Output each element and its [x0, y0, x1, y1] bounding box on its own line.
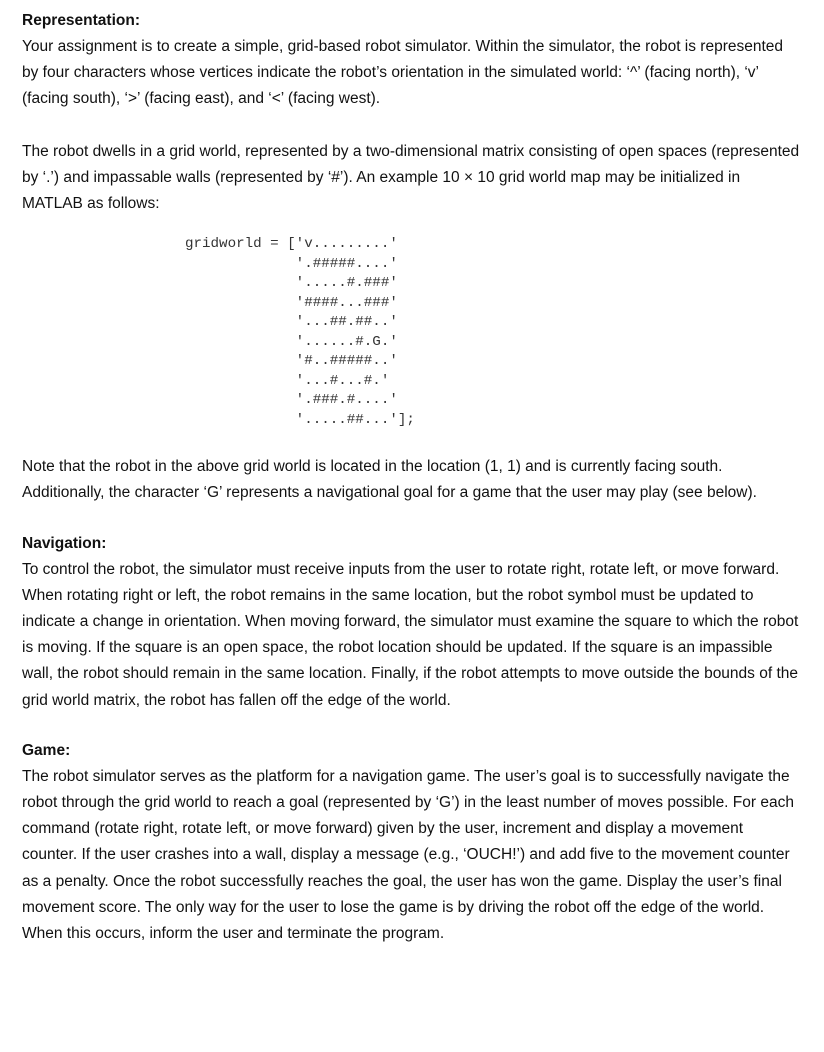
- code-line: '.....##...'];: [185, 411, 415, 428]
- representation-section: [22, 8, 800, 217]
- code-line: '...#...#.': [185, 372, 390, 389]
- navigation-paragraph: To control the robot, the simulator must receive inputs from the user to rotate right, rotate left, or move forward. When rotating right or left, the robot remains in the same location, but the robot symbol must be updated to indicate a change in orientation. When moving forward, the simulator must examine the square to which the robot is moving. If the square is an open space, the robot location should be updated. If the square is an impassible wall, the robot should remain in the same location. Finally, if the robot attempts to move outside the bounds of the grid world matrix, the robot has fallen off the edge of the world.: [22, 560, 799, 709]
- game-heading: Game:: [22, 741, 71, 759]
- navigation-section: [22, 531, 800, 714]
- code-line: '......#.G.': [185, 333, 398, 350]
- code-line: gridworld = ['v.........': [185, 236, 398, 253]
- navigation-heading: Navigation:: [22, 534, 107, 552]
- code-line: '####...###': [185, 294, 398, 311]
- representation-paragraph-1: Your assignment is to create a simple, grid-based robot simulator. Within the simulator, the robot is represented by four characters whose vertices indicate the robot’s orientation in the simulated world: ‘^’ (facing north), ‘v’ (facing south), ‘>’ (facing east), and ‘<’ (facing west).: [22, 38, 784, 108]
- document-body: [22, 8, 800, 947]
- gridworld-code-block: [185, 235, 800, 430]
- representation-paragraph-2: The robot dwells in a grid world, represented by a two-dimensional matrix consisting of open spaces (represented by ‘.’) and impassable walls (represented by ‘#’). An example 10 × 10 grid world map may be initialized in MATLAB as follows:: [22, 142, 800, 213]
- code-line: '.#####....': [185, 255, 398, 272]
- code-line: '#..#####..': [185, 353, 398, 370]
- game-section: [22, 738, 800, 947]
- note-paragraph: Note that the robot in the above grid world is located in the location (1, 1) and is currently facing south. Additionally, the character ‘G’ represents a navigational goal for a game that the user may play (see below).: [22, 458, 757, 502]
- game-paragraph: The robot simulator serves as the platform for a navigation game. The user’s goal is to successfully navigate the robot through the grid world to reach a goal (represented by ‘G’) in the least number of moves possible. For each command (rotate right, rotate left, or move forward) given by the user, increment and display a movement counter. If the user crashes into a wall, display a message (e.g., ‘OUCH!’) and add five to the movement counter as a penalty. Once the robot successfully reaches the goal, the user has won the game. Display the user’s final movement score. The only way for the user to lose the game is by driving the robot off the edge of the world. When this occurs, inform the user and terminate the program.: [22, 767, 794, 943]
- code-line: '...##.##..': [185, 314, 398, 331]
- representation-heading: Representation:: [22, 12, 140, 29]
- code-line: '.###.#....': [185, 392, 398, 409]
- code-line: '.....#.###': [185, 275, 398, 292]
